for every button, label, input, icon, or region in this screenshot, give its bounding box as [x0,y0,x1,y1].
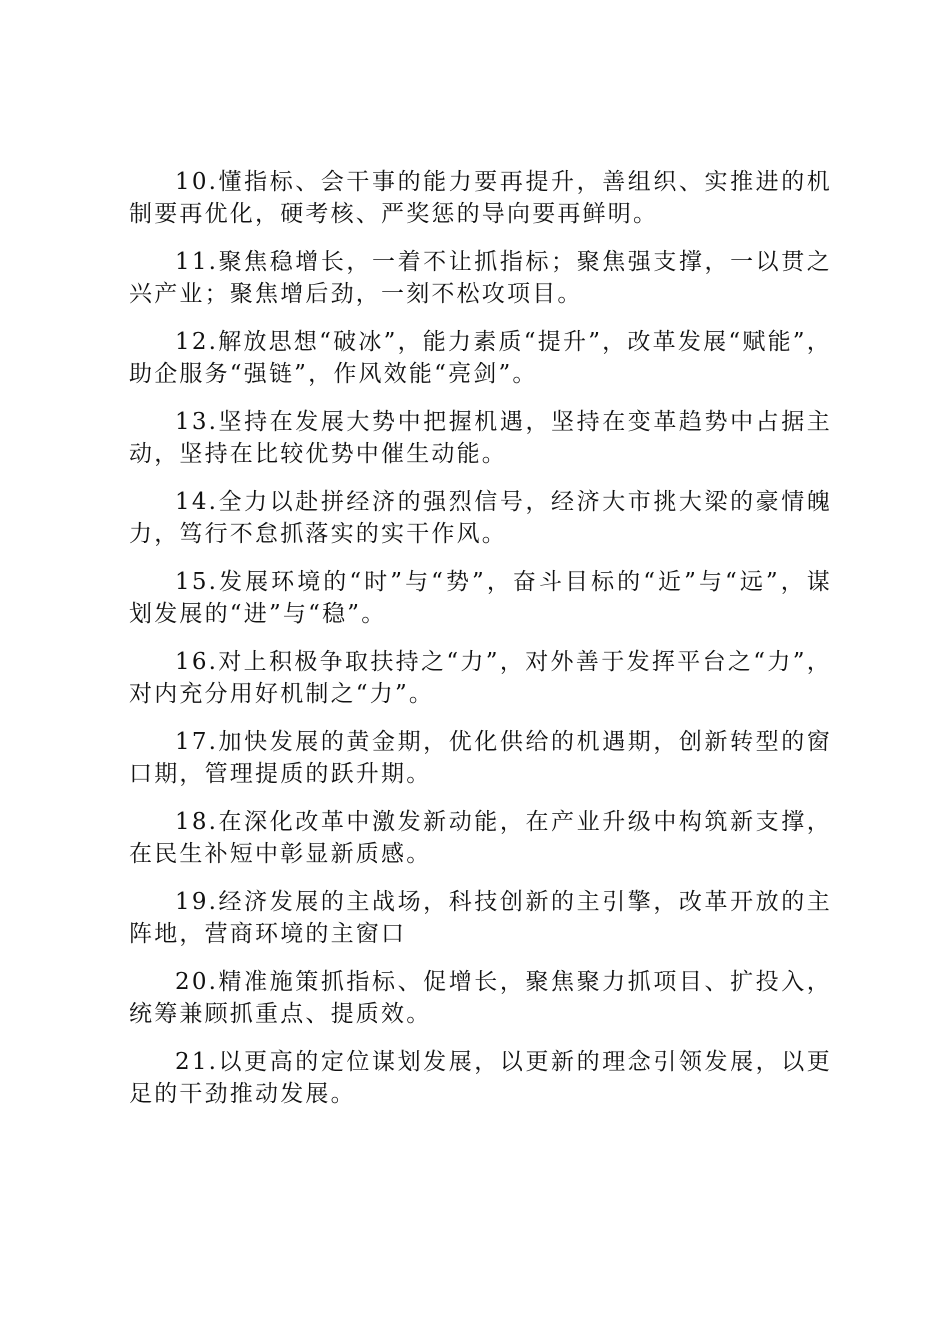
list-item-13: 13.坚持在发展大势中把握机遇，坚持在变革趋势中占据主动，坚持在比较优势中催生动能。 [129,409,832,467]
list-item-19: 19.经济发展的主战场，科技创新的主引擎，改革开放的主阵地，营商环境的主窗口 [129,889,832,947]
list-item-14: 14.全力以赴拼经济的强烈信号，经济大市挑大梁的豪情魄力，笃行不怠抓落实的实干作风。 [129,489,832,547]
list-item-16: 16.对上积极争取扶持之“力”，对外善于发挥平台之“力”，对内充分用好机制之“力”。 [129,649,832,707]
list-item-10: 10.懂指标、会干事的能力要再提升，善组织、实推进的机制要再优化，硬考核、严奖惩的导向要再鲜明。 [129,169,832,227]
list-item-21: 21.以更高的定位谋划发展，以更新的理念引领发展，以更足的干劲推动发展。 [129,1049,832,1107]
list-item-17: 17.加快发展的黄金期，优化供给的机遇期，创新转型的窗口期，管理提质的跃升期。 [129,729,832,787]
list-item-18: 18.在深化改革中激发新动能，在产业升级中构筑新支撑，在民生补短中彰显新质感。 [129,809,832,867]
document-body [129,166,832,1126]
list-item-12: 12.解放思想“破冰”，能力素质“提升”，改革发展“赋能”，助企服务“强链”，作风效能“亮剑”。 [129,329,832,387]
list-item-15: 15.发展环境的“时”与“势”，奋斗目标的“近”与“远”，谋划发展的“进”与“稳”。 [129,569,832,627]
list-item-20: 20.精准施策抓指标、促增长，聚焦聚力抓项目、扩投入，统筹兼顾抓重点、提质效。 [129,969,832,1027]
list-item-11: 11.聚焦稳增长，一着不让抓指标；聚焦强支撑，一以贯之兴产业；聚焦增后劲，一刻不松攻项目。 [129,249,832,307]
